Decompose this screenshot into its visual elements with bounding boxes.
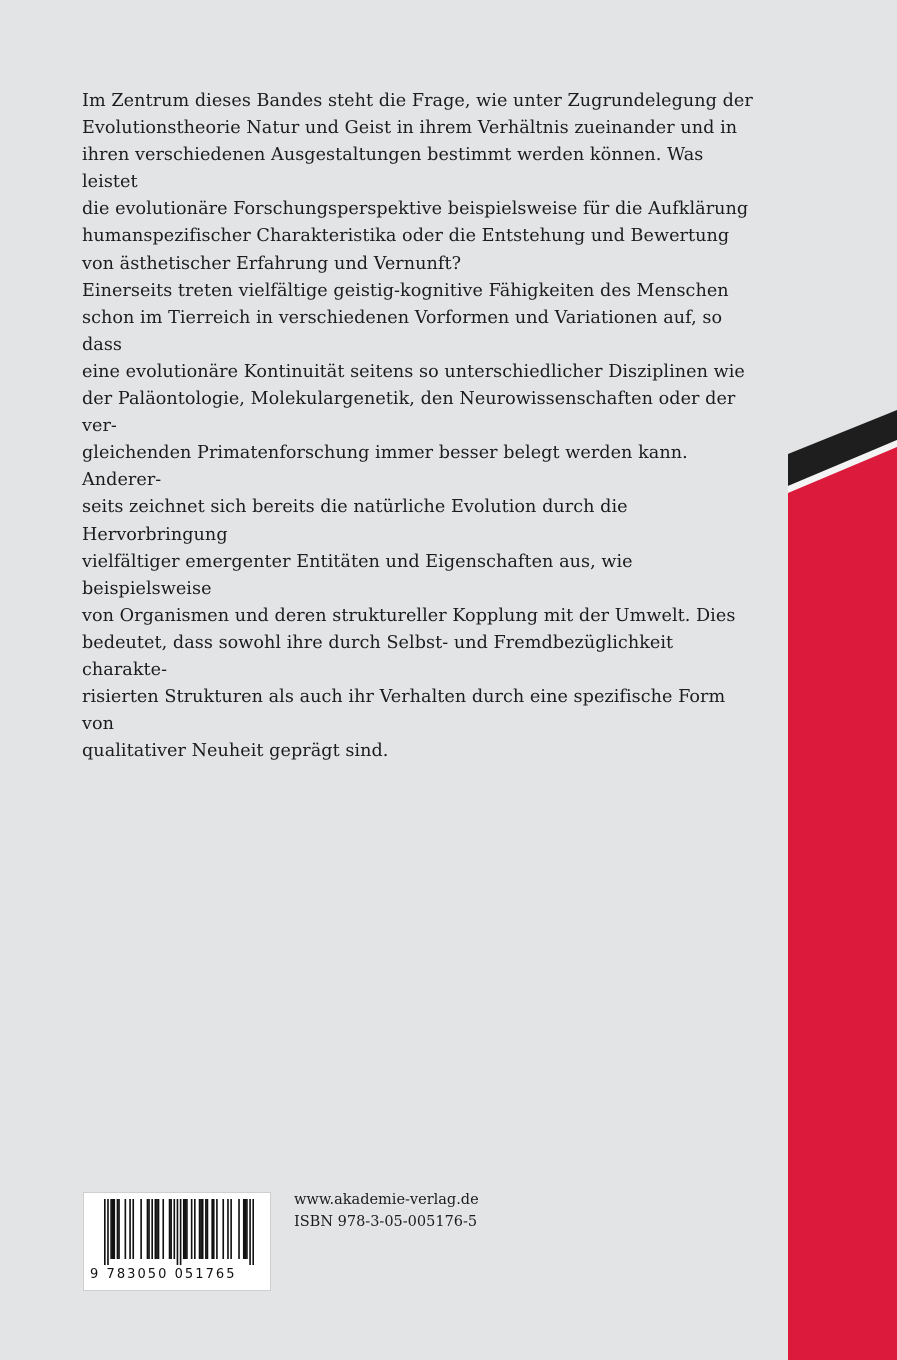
- barcode-bar: [186, 1199, 188, 1259]
- barcode-bar: [113, 1199, 115, 1259]
- barcode-bar: [200, 1199, 202, 1259]
- barcode-bar: [107, 1199, 109, 1265]
- barcode-bar: [230, 1199, 232, 1259]
- barcode-bar: [245, 1199, 247, 1259]
- publisher-website: www.akademie-verlag.de: [294, 1192, 479, 1208]
- text-line: Einerseits treten vielfältige geistig-kognitive Fähigkeiten des Menschen: [82, 280, 729, 301]
- barcode-bar: [207, 1199, 209, 1259]
- barcode-bar: [112, 1199, 114, 1259]
- barcode-bar: [180, 1199, 182, 1265]
- barcode-bar: [249, 1199, 251, 1265]
- barcode-bar: [185, 1199, 187, 1259]
- barcode-bar: [202, 1199, 204, 1259]
- barcode-bar: [169, 1199, 171, 1259]
- publisher-info: [294, 1189, 479, 1233]
- text-line: qualitativer Neuheit geprägt sind.: [82, 741, 389, 762]
- barcode-bar: [117, 1199, 119, 1259]
- blurb-paragraph-2: [82, 278, 762, 766]
- barcode-bar: [118, 1199, 120, 1259]
- text-line: Evolutionstheorie Natur und Geist in ihrem Verhältnis zueinander und in: [82, 118, 738, 139]
- barcode-bar: [110, 1199, 112, 1259]
- text-line: der Paläontologie, Molekulargenetik, den Neurowissenschaften oder der ver-: [82, 389, 736, 437]
- barcode-bar: [211, 1199, 213, 1259]
- barcode-bar: [151, 1199, 153, 1259]
- barcode-bar: [222, 1199, 224, 1259]
- barcode-bar: [227, 1199, 229, 1259]
- barcode-bar: [191, 1199, 193, 1259]
- barcode-bar: [252, 1199, 254, 1265]
- barcode-bar: [162, 1199, 164, 1259]
- text-line: eine evolutionäre Kontinuität seitens so unterschiedlicher Disziplinen wie: [82, 361, 745, 382]
- barcode-bar: [243, 1199, 245, 1259]
- blurb-text: [82, 88, 762, 765]
- barcode-bar: [205, 1199, 207, 1259]
- text-line: seits zeichnet sich bereits die natürliche Evolution durch die Hervorbringung: [82, 497, 628, 545]
- text-line: gleichenden Primatenforschung immer besser belegt werden kann. Anderer-: [82, 443, 688, 491]
- barcode-bar: [140, 1199, 142, 1259]
- barcode-bars: [104, 1199, 254, 1265]
- barcode-digits: 9 783050 051765: [90, 1267, 237, 1282]
- barcode-bar: [155, 1199, 157, 1259]
- text-line: die evolutionäre Forschungsperspektive beispielsweise für die Aufklärung: [82, 199, 749, 220]
- text-line: vielfältiger emergenter Entitäten und Eigenschaften aus, wie beispielsweise: [82, 551, 633, 599]
- barcode-bar: [173, 1199, 175, 1259]
- text-line: risierten Strukturen als auch ihr Verhalten durch eine spezifische Form von: [82, 687, 726, 735]
- blurb-paragraph-1: [82, 88, 762, 278]
- isbn-barcode: [83, 1192, 271, 1291]
- white-band: [788, 440, 897, 493]
- barcode-bar: [216, 1199, 218, 1259]
- barcode-bar: [177, 1199, 179, 1265]
- barcode-bar: [104, 1199, 106, 1265]
- text-line: von ästhetischer Erfahrung und Vernunft?: [82, 253, 462, 274]
- isbn-number: ISBN 978-3-05-005176-5: [294, 1214, 478, 1230]
- barcode-bar: [246, 1199, 248, 1259]
- barcode-bar: [213, 1199, 215, 1259]
- barcode-bar: [147, 1199, 149, 1259]
- barcode-bar: [148, 1199, 150, 1259]
- text-line: von Organismen und deren struktureller Kopplung mit der Umwelt. Dies: [82, 605, 736, 626]
- black-band: [788, 410, 897, 486]
- barcode-bar: [129, 1199, 131, 1259]
- barcode-bar: [199, 1199, 201, 1259]
- text-line: ihren verschiedenen Ausgestaltungen bestimmt werden können. Was leistet: [82, 145, 704, 193]
- barcode-bar: [238, 1199, 240, 1259]
- barcode-bar: [132, 1199, 134, 1259]
- text-line: bedeutet, dass sowohl ihre durch Selbst- und Fremdbezüglichkeit charakte-: [82, 632, 674, 680]
- barcode-bar: [183, 1199, 185, 1259]
- barcode-bar: [194, 1199, 196, 1259]
- text-line: humanspezifischer Charakteristika oder die Entstehung und Bewertung: [82, 226, 730, 247]
- text-line: Im Zentrum dieses Bandes steht die Frage, wie unter Zugrundelegung der: [82, 91, 753, 111]
- barcode-bar: [156, 1199, 158, 1259]
- text-line: schon im Tierreich in verschiedenen Vorformen und Variationen auf, so dass: [82, 307, 723, 355]
- barcode-bar: [170, 1199, 172, 1259]
- red-band: [788, 447, 897, 1360]
- barcode-bar: [125, 1199, 127, 1259]
- barcode-bar: [158, 1199, 160, 1259]
